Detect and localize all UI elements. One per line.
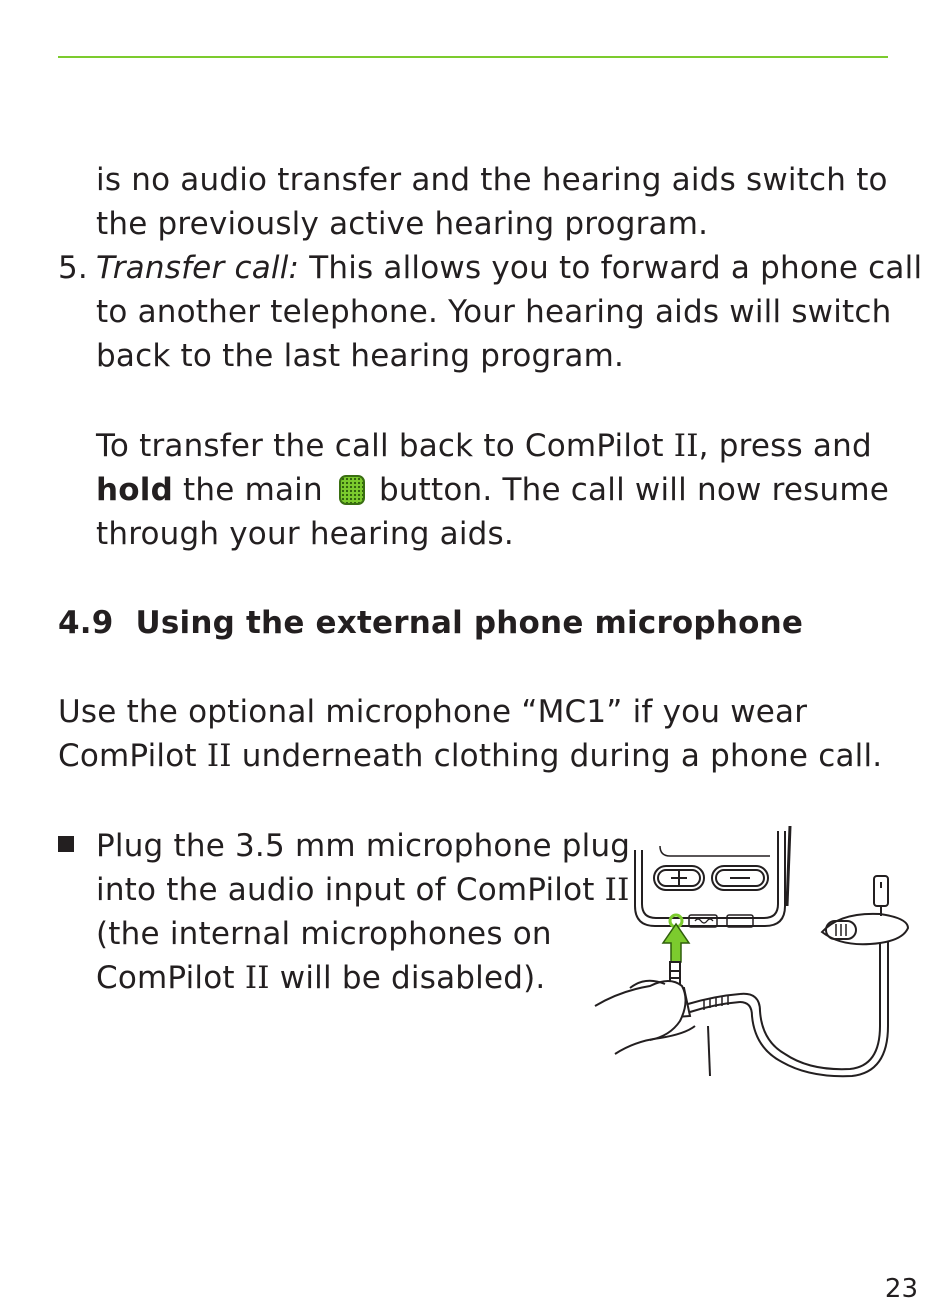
bullet-line-3: (the internal microphones on xyxy=(96,916,552,952)
step-5-line-2: to another telephone. Your hearing aids will switch xyxy=(96,294,892,330)
bullet-line-2-text: into the audio input of ComPilot xyxy=(96,872,605,908)
intro-line-2 xyxy=(58,734,882,778)
header-rule xyxy=(58,56,888,58)
bullet-square xyxy=(58,836,74,852)
section-number: 4.9 xyxy=(58,605,114,641)
intro-text-a: ComPilot xyxy=(58,738,207,774)
bullet-roman-2: II xyxy=(244,960,270,996)
green-main-button-icon xyxy=(339,475,365,505)
bullet-line-1: Plug the 3.5 mm microphone plug xyxy=(96,828,631,864)
step-5-line-1-text: This allows you to forward a phone call xyxy=(299,250,923,286)
bullet-roman-1: II xyxy=(604,872,630,908)
continuation-line-1: is no audio transfer and the hearing aids switch to xyxy=(96,162,888,198)
step-5-title: Transfer call: xyxy=(96,250,300,286)
bullet-line-4 xyxy=(96,956,545,1000)
roman-numeral: II xyxy=(673,428,699,464)
section-heading xyxy=(58,601,803,645)
transfer-back-text-d: button. The call will now resume xyxy=(368,472,890,508)
bullet-line-4-text-b: will be disabled). xyxy=(269,960,546,996)
transfer-back-text-b: , press and xyxy=(698,428,872,464)
transfer-back-line-2 xyxy=(96,468,889,512)
intro-line-1: Use the optional microphone “MC1” if you wear xyxy=(58,694,808,730)
bullet-line-2 xyxy=(96,868,630,912)
step-5-number: 5. xyxy=(58,250,88,286)
section-title: Using the external phone microphone xyxy=(135,605,804,641)
intro-text-b: underneath clothing during a phone call. xyxy=(231,738,883,774)
step-5-line-1 xyxy=(96,246,922,290)
transfer-back-text-c: the main xyxy=(172,472,333,508)
bullet-line-4-text-a: ComPilot xyxy=(96,960,245,996)
step-5-line-3: back to the last hearing program. xyxy=(96,338,625,374)
hold-word: hold xyxy=(96,472,173,508)
intro-roman: II xyxy=(206,738,232,774)
page-number: 23 xyxy=(884,1274,918,1304)
continuation-line-2: the previously active hearing program. xyxy=(96,206,709,242)
transfer-back-line-1 xyxy=(96,424,872,468)
transfer-back-text-a: To transfer the call back to ComPilot xyxy=(96,428,674,464)
transfer-back-line-3: through your hearing aids. xyxy=(96,516,514,552)
microphone-plug-illustration xyxy=(590,826,920,1081)
